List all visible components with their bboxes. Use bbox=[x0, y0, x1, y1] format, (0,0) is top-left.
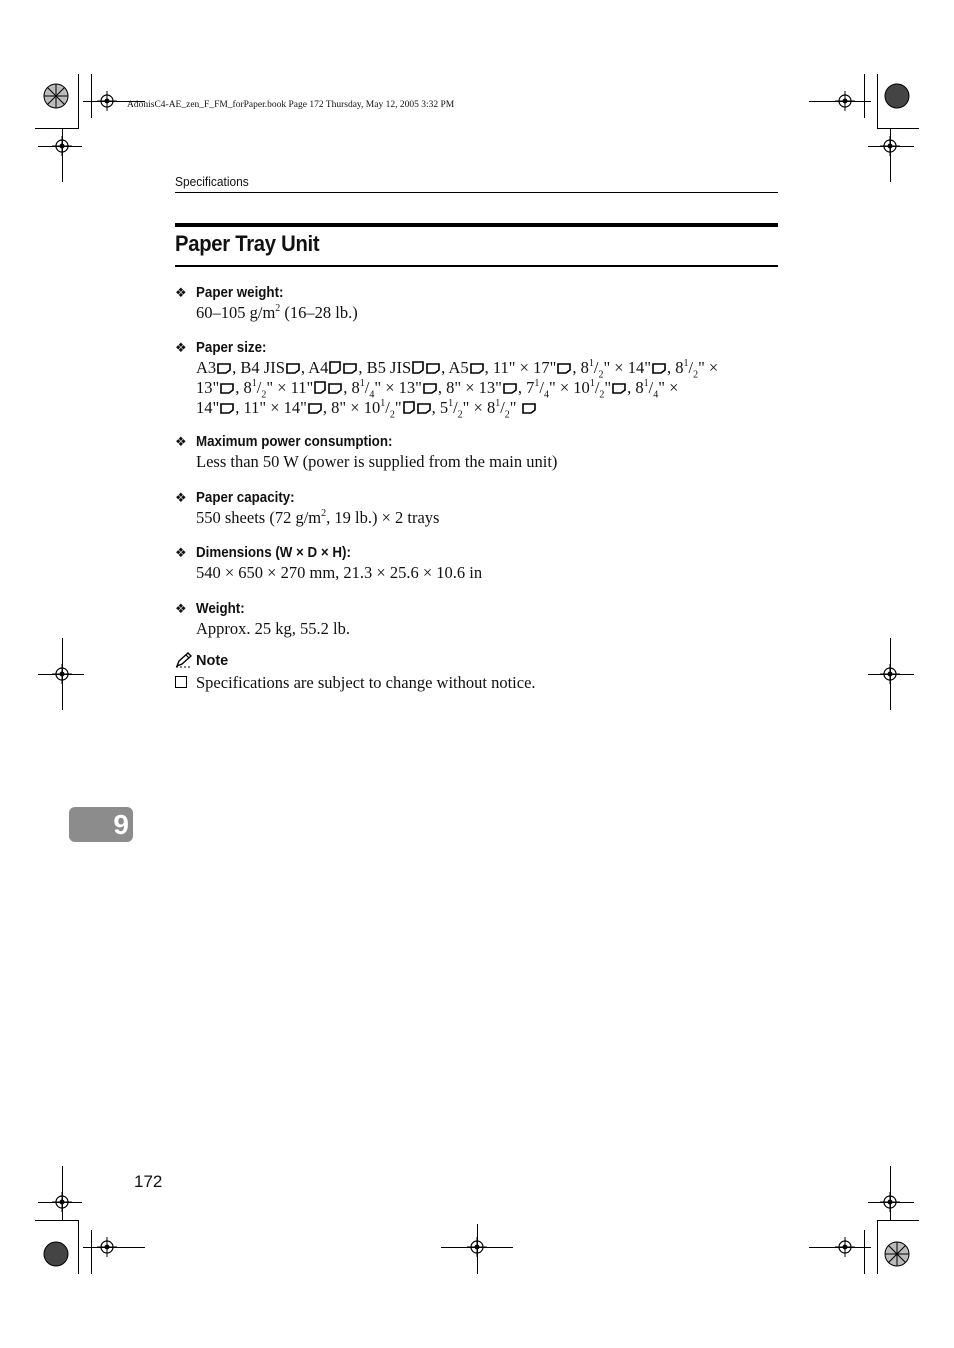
page-title: Paper Tray Unit bbox=[175, 231, 320, 256]
spec-label: Paper size: bbox=[196, 340, 267, 356]
portrait-orientation-icon bbox=[403, 401, 415, 414]
diamond-bullet-icon: ❖ bbox=[175, 285, 187, 300]
checkbox-bullet-icon bbox=[175, 676, 187, 688]
running-head-rule bbox=[175, 192, 778, 193]
spec-paper-size bbox=[175, 338, 780, 421]
spec-label: Weight: bbox=[196, 601, 245, 617]
registration-target-icon bbox=[835, 91, 855, 111]
landscape-orientation-icon bbox=[557, 363, 571, 374]
spec-value: Less than 50 W (power is supplied from the main unit) bbox=[196, 452, 558, 471]
landscape-orientation-icon bbox=[308, 403, 322, 414]
spec-paper-capacity bbox=[175, 488, 780, 528]
landscape-orientation-icon bbox=[328, 383, 342, 394]
spec-value: 540 × 650 × 270 mm, 21.3 × 25.6 × 10.6 in bbox=[196, 563, 483, 582]
note-heading: Note bbox=[175, 651, 228, 671]
registration-target-icon bbox=[52, 1192, 72, 1212]
landscape-orientation-icon bbox=[426, 363, 440, 374]
star-target-icon bbox=[884, 1241, 910, 1267]
registration-target-icon bbox=[835, 1237, 855, 1257]
diamond-bullet-icon: ❖ bbox=[175, 340, 187, 355]
landscape-orientation-icon bbox=[470, 363, 484, 374]
running-head: Specifications bbox=[175, 174, 249, 189]
spec-value: A3 , B4 JIS , A4 , B5 JIS , A5 , 11" × 17" , $8^1/_2$" × 14" , $8^1/_2$" × 13" , $8^1/_2$" × 11" , $8^1/_4$" × 13" , 8" × 13" , $7^1/_4$" × $10^1/_2$" , $8^1/_4$" × 14" , 11" × 14" , 8" × $10^1/_2$" , $5^1/_2$" × $8^1/_2$" bbox=[196, 357, 719, 421]
spec-label: Paper capacity: bbox=[196, 490, 295, 506]
spec-label: Maximum power consumption: bbox=[196, 434, 393, 450]
diamond-bullet-icon: ❖ bbox=[175, 434, 187, 449]
title-rule-top bbox=[175, 223, 778, 227]
portrait-orientation-icon bbox=[329, 361, 341, 374]
landscape-orientation-icon bbox=[522, 403, 536, 414]
landscape-orientation-icon bbox=[423, 383, 437, 394]
registration-target-icon bbox=[880, 1192, 900, 1212]
landscape-orientation-icon bbox=[417, 403, 431, 414]
diamond-bullet-icon: ❖ bbox=[175, 601, 187, 616]
landscape-orientation-icon bbox=[343, 363, 357, 374]
spec-value: 550 sheets (72 $g/m^2$, 19 lb.) × 2 trays bbox=[196, 507, 440, 527]
portrait-orientation-icon bbox=[412, 361, 424, 374]
registration-target-icon bbox=[880, 136, 900, 156]
solid-target-icon bbox=[43, 1241, 69, 1267]
landscape-orientation-icon bbox=[286, 363, 300, 374]
spec-value: Approx. 25 kg, 55.2 lb. bbox=[196, 619, 350, 638]
spec-paper-weight bbox=[175, 283, 780, 323]
landscape-orientation-icon bbox=[220, 403, 234, 414]
pencil-icon bbox=[175, 652, 196, 674]
registration-target-icon bbox=[97, 1237, 117, 1257]
landscape-orientation-icon bbox=[217, 363, 231, 374]
registration-target-icon bbox=[52, 136, 72, 156]
spec-label: Paper weight: bbox=[196, 285, 284, 301]
spec-value: 60–105 $g/m^2$ (16–28 lb.) bbox=[196, 302, 358, 322]
registration-target-icon bbox=[880, 664, 900, 684]
solid-target-icon bbox=[884, 83, 910, 109]
registration-target-icon bbox=[52, 664, 72, 684]
spec-max-power bbox=[175, 432, 780, 472]
landscape-orientation-icon bbox=[612, 383, 626, 394]
registration-target-icon bbox=[97, 91, 117, 111]
note-item: Specifications are subject to change without notice. bbox=[175, 673, 536, 693]
star-target-icon bbox=[43, 83, 69, 109]
spec-weight bbox=[175, 599, 780, 639]
file-header: AdonisC4-AE_zen_F_FM_forPaper.book Page 172 Thursday, May 12, 2005 3:32 PM bbox=[127, 100, 455, 110]
spec-dimensions bbox=[175, 543, 780, 583]
title-rule-bottom bbox=[175, 265, 778, 267]
registration-target-icon bbox=[467, 1237, 487, 1257]
landscape-orientation-icon bbox=[503, 383, 517, 394]
diamond-bullet-icon: ❖ bbox=[175, 545, 187, 560]
landscape-orientation-icon bbox=[220, 383, 234, 394]
portrait-orientation-icon bbox=[314, 381, 326, 394]
spec-label: Dimensions (W × D × H): bbox=[196, 545, 351, 561]
page-number: 172 bbox=[134, 1172, 163, 1191]
landscape-orientation-icon bbox=[652, 363, 666, 374]
chapter-tab: 9 bbox=[69, 807, 133, 842]
diamond-bullet-icon: ❖ bbox=[175, 490, 187, 505]
